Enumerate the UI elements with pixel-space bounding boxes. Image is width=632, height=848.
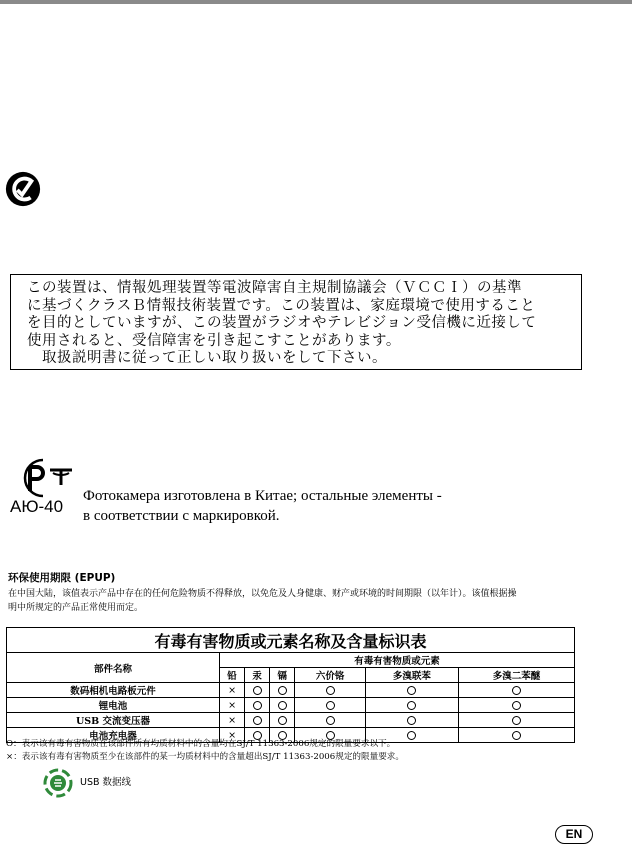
substance-mark-cell: × <box>220 713 245 728</box>
substance-mark-cell <box>459 713 575 728</box>
within-limit-mark <box>512 686 521 695</box>
substance-header: 汞 <box>245 668 270 683</box>
part-name-cell: 电池充电器 <box>7 728 220 743</box>
table-note-x: ×：表示该有毒有害物质至少在该部件的某一均质材料中的含量超出SJ/T 11363-2006规定的限量要求。 <box>6 752 404 762</box>
substance-mark-cell: × <box>220 728 245 743</box>
within-limit-mark <box>278 686 287 695</box>
substance-mark-cell <box>270 713 295 728</box>
vcci-line: 取扱説明書に従って正しい取り扱いをして下さい。 <box>27 350 387 366</box>
within-limit-mark <box>326 716 335 725</box>
substance-mark-cell <box>245 683 270 698</box>
substance-mark-cell <box>365 698 458 713</box>
substance-mark-cell <box>245 713 270 728</box>
part-name-cell: USB 交流变压器 <box>7 713 220 728</box>
substance-mark-cell <box>295 713 366 728</box>
substance-mark-cell: × <box>220 683 245 698</box>
substance-mark-cell <box>295 698 366 713</box>
within-limit-mark <box>253 686 262 695</box>
substance-mark-cell <box>459 683 575 698</box>
pct-mark-code: АЮ-40 <box>10 497 64 516</box>
within-limit-mark <box>407 716 416 725</box>
epup-line: 在中国大陆，该值表示产品中存在的任何危险物质不得释放，以免危及人身健康、财产或环境的时间期限（以年计）。该值根据操 <box>8 589 517 599</box>
part-name-cell: 锂电池 <box>7 698 220 713</box>
language-badge: EN <box>555 825 593 844</box>
substance-mark-cell: × <box>220 698 245 713</box>
within-limit-mark <box>253 701 262 710</box>
part-name-header: 部件名称 <box>7 653 220 683</box>
within-limit-mark <box>253 716 262 725</box>
russia-line: Фотокамера изготовлена в Китае; остальные элементы - <box>83 488 442 504</box>
within-limit-mark <box>512 701 521 710</box>
substance-group-header: 有毒有害物质或元素 <box>220 653 575 668</box>
within-limit-mark <box>512 716 521 725</box>
table-row <box>7 698 575 713</box>
epup-description <box>8 587 574 615</box>
usb-cable-label: USB 数据线 <box>80 777 132 788</box>
vcci-line: に基づくクラスＢ情報技術装置です。この装置は、家庭環境で使用すること <box>27 297 536 314</box>
hazardous-substances-table <box>6 627 575 743</box>
substance-mark-cell <box>270 683 295 698</box>
vcci-line: 使用されると、受信障害を引き起こすことがあります。 <box>27 332 401 349</box>
table-row <box>7 683 575 698</box>
substance-header: 多溴联苯 <box>365 668 458 683</box>
substance-header: 六价铬 <box>295 668 366 683</box>
within-limit-mark <box>278 716 287 725</box>
russia-line: в соответствии с маркировкой. <box>83 508 280 524</box>
table-body <box>7 683 575 743</box>
substance-mark-cell <box>295 683 366 698</box>
table-title: 有毒有害物质或元素名称及含量标识表 <box>7 628 575 653</box>
top-rule <box>0 0 632 4</box>
substance-header: 镉 <box>270 668 295 683</box>
substance-header: 铅 <box>220 668 245 683</box>
within-limit-mark <box>326 686 335 695</box>
within-limit-mark <box>278 701 287 710</box>
substance-mark-cell <box>459 698 575 713</box>
within-limit-mark <box>407 686 416 695</box>
within-limit-mark <box>326 701 335 710</box>
substance-mark-cell <box>365 713 458 728</box>
epup-environmental-logo-icon <box>43 768 73 798</box>
table-note-o: O：表示该有毒有害物质在该部件所有均质材料中的含量均在SJ/T 11363-2006规定的限量要求以下。 <box>6 739 396 749</box>
vcci-line: を目的としていますが、この装置がラジオやテレビジョン受信機に近接して <box>27 315 537 331</box>
substance-mark-cell <box>365 683 458 698</box>
table-row <box>7 713 575 728</box>
vcci-notice-box <box>10 274 582 370</box>
part-name-cell: 数码相机电路板元件 <box>7 683 220 698</box>
substance-mark-cell <box>245 698 270 713</box>
substance-mark-cell <box>270 698 295 713</box>
epup-title: 环保使用期限 (EPUP) <box>8 572 116 584</box>
russia-notice <box>83 486 442 526</box>
vcci-line: この装置は、情報処理装置等電波障害自主規制協議会（ＶＣＣＩ）の基準 <box>27 280 522 296</box>
substance-header: 多溴二苯醚 <box>459 668 575 683</box>
c-tick-mark-icon <box>4 170 42 208</box>
within-limit-mark <box>407 701 416 710</box>
epup-line: 明中所规定的产品正常使用而定。 <box>8 603 144 613</box>
